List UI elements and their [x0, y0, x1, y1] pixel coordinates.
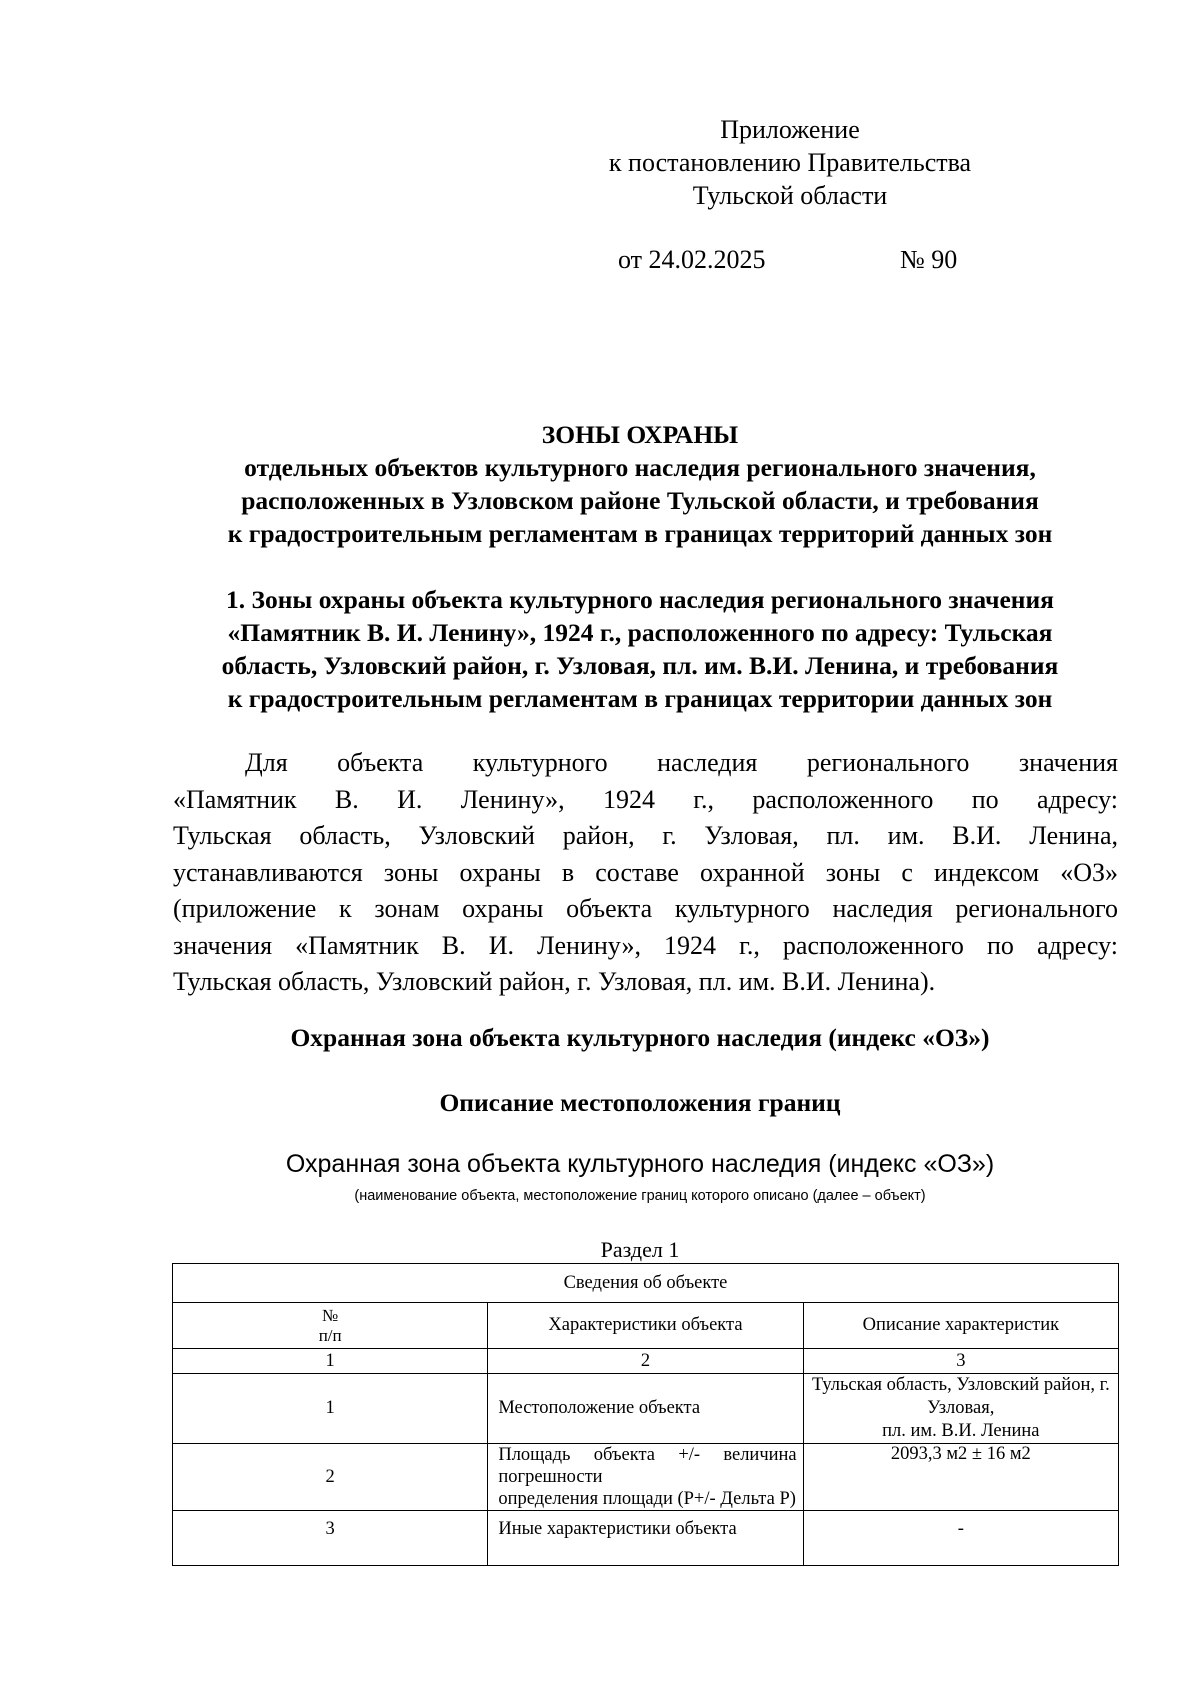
column-number: 2 [488, 1349, 803, 1374]
title-line: ЗОНЫ ОХРАНЫ [541, 420, 739, 449]
object-info-table [172, 1263, 1119, 1566]
paragraph-line: Тульская область, Узловский район, г. Узловая, пл. им. В.И. Ленина, [173, 821, 1118, 850]
title-line: расположенных в Узловском районе Тульской области, и требования [241, 486, 1039, 515]
decree-date-number [618, 245, 958, 275]
row-characteristic-line: определения площади (Р+/- Дельта Р) [498, 1489, 796, 1509]
appendix-line: Приложение [720, 115, 860, 144]
decree-number: № 90 [900, 245, 958, 274]
paragraph-line: (приложение к зонам охраны объекта культурного наследия регионального [173, 894, 1118, 923]
appendix-line: Тульской области [692, 181, 888, 210]
table-row [173, 1511, 1119, 1566]
appendix-line: к постановлению Правительства [608, 148, 972, 177]
row-value-line: Тульская область, Узловский район, г. Узловая, [811, 1375, 1110, 1418]
section-heading [160, 583, 1120, 715]
row-value: - [803, 1511, 1118, 1566]
zone-heading: Охранная зона объекта культурного наследия (индекс «ОЗ») [290, 1023, 990, 1052]
paragraph-line: Для объекта культурного наследия регионального значения [245, 748, 1118, 777]
row-number: 2 [173, 1444, 488, 1511]
row-number: 1 [173, 1374, 488, 1444]
row-value: 2093,3 м2 ± 16 м2 [803, 1444, 1118, 1511]
section-label: Раздел 1 [600, 1237, 680, 1262]
object-name: Охранная зона объекта культурного наследия (индекс «ОЗ») [285, 1150, 995, 1178]
table-header-row [173, 1303, 1119, 1349]
row-value [803, 1374, 1118, 1444]
row-characteristic-line: Площадь объекта +/- величина погрешности [498, 1445, 797, 1487]
title-line: отдельных объектов культурного наследия регионального значения, [244, 453, 1036, 482]
object-caption: (наименование объекта, местоположение границ которого описано (далее – объект) [354, 1188, 926, 1204]
document-title [160, 418, 1120, 550]
header-number [173, 1303, 488, 1349]
section-heading-line: «Памятник В. И. Ленину», 1924 г., расположенного по адресу: Тульская [227, 618, 1053, 647]
table-row [173, 1374, 1119, 1444]
description-heading: Описание местоположения границ [439, 1088, 841, 1117]
decree-date: от 24.02.2025 [618, 245, 766, 274]
header-number-abbr: п/п [318, 1325, 342, 1345]
row-characteristic: Местоположение объекта [488, 1374, 803, 1444]
paragraph-line: «Памятник В. И. Ленину», 1924 г., расположенного по адресу: [173, 784, 1118, 814]
section-heading-line: к градостроительным регламентам в границах территории данных зон [227, 684, 1053, 713]
row-value-line: пл. им. В.И. Ленина [882, 1421, 1040, 1441]
appendix-header [560, 113, 1020, 212]
table-title-row [173, 1264, 1119, 1303]
column-number: 3 [803, 1349, 1118, 1374]
body-paragraph [173, 745, 1118, 1001]
header-number-symbol: № [322, 1305, 339, 1325]
title-line: к градостроительным регламентам в границах территорий данных зон [227, 519, 1053, 548]
row-number: 3 [173, 1511, 488, 1566]
column-number: 1 [173, 1349, 488, 1374]
header-description: Описание характеристик [803, 1303, 1118, 1349]
header-characteristics: Характеристики объекта [488, 1303, 803, 1349]
table-column-numbers-row [173, 1349, 1119, 1374]
table-title: Сведения об объекте [173, 1264, 1119, 1303]
row-characteristic [488, 1444, 803, 1511]
paragraph-line: значения «Памятник В. И. Ленину», 1924 г., расположенного по адресу: [173, 930, 1118, 960]
paragraph-line: Тульская область, Узловский район, г. Узловая, пл. им. В.И. Ленина). [173, 967, 936, 996]
row-characteristic: Иные характеристики объекта [488, 1511, 803, 1566]
table-row [173, 1444, 1119, 1511]
paragraph-line: устанавливаются зоны охраны в составе охранной зоны с индексом «ОЗ» [173, 857, 1118, 887]
section-heading-line: 1. Зоны охраны объекта культурного наследия регионального значения [226, 585, 1054, 614]
section-heading-line: область, Узловский район, г. Узловая, пл. им. В.И. Ленина, и требования [221, 651, 1059, 680]
